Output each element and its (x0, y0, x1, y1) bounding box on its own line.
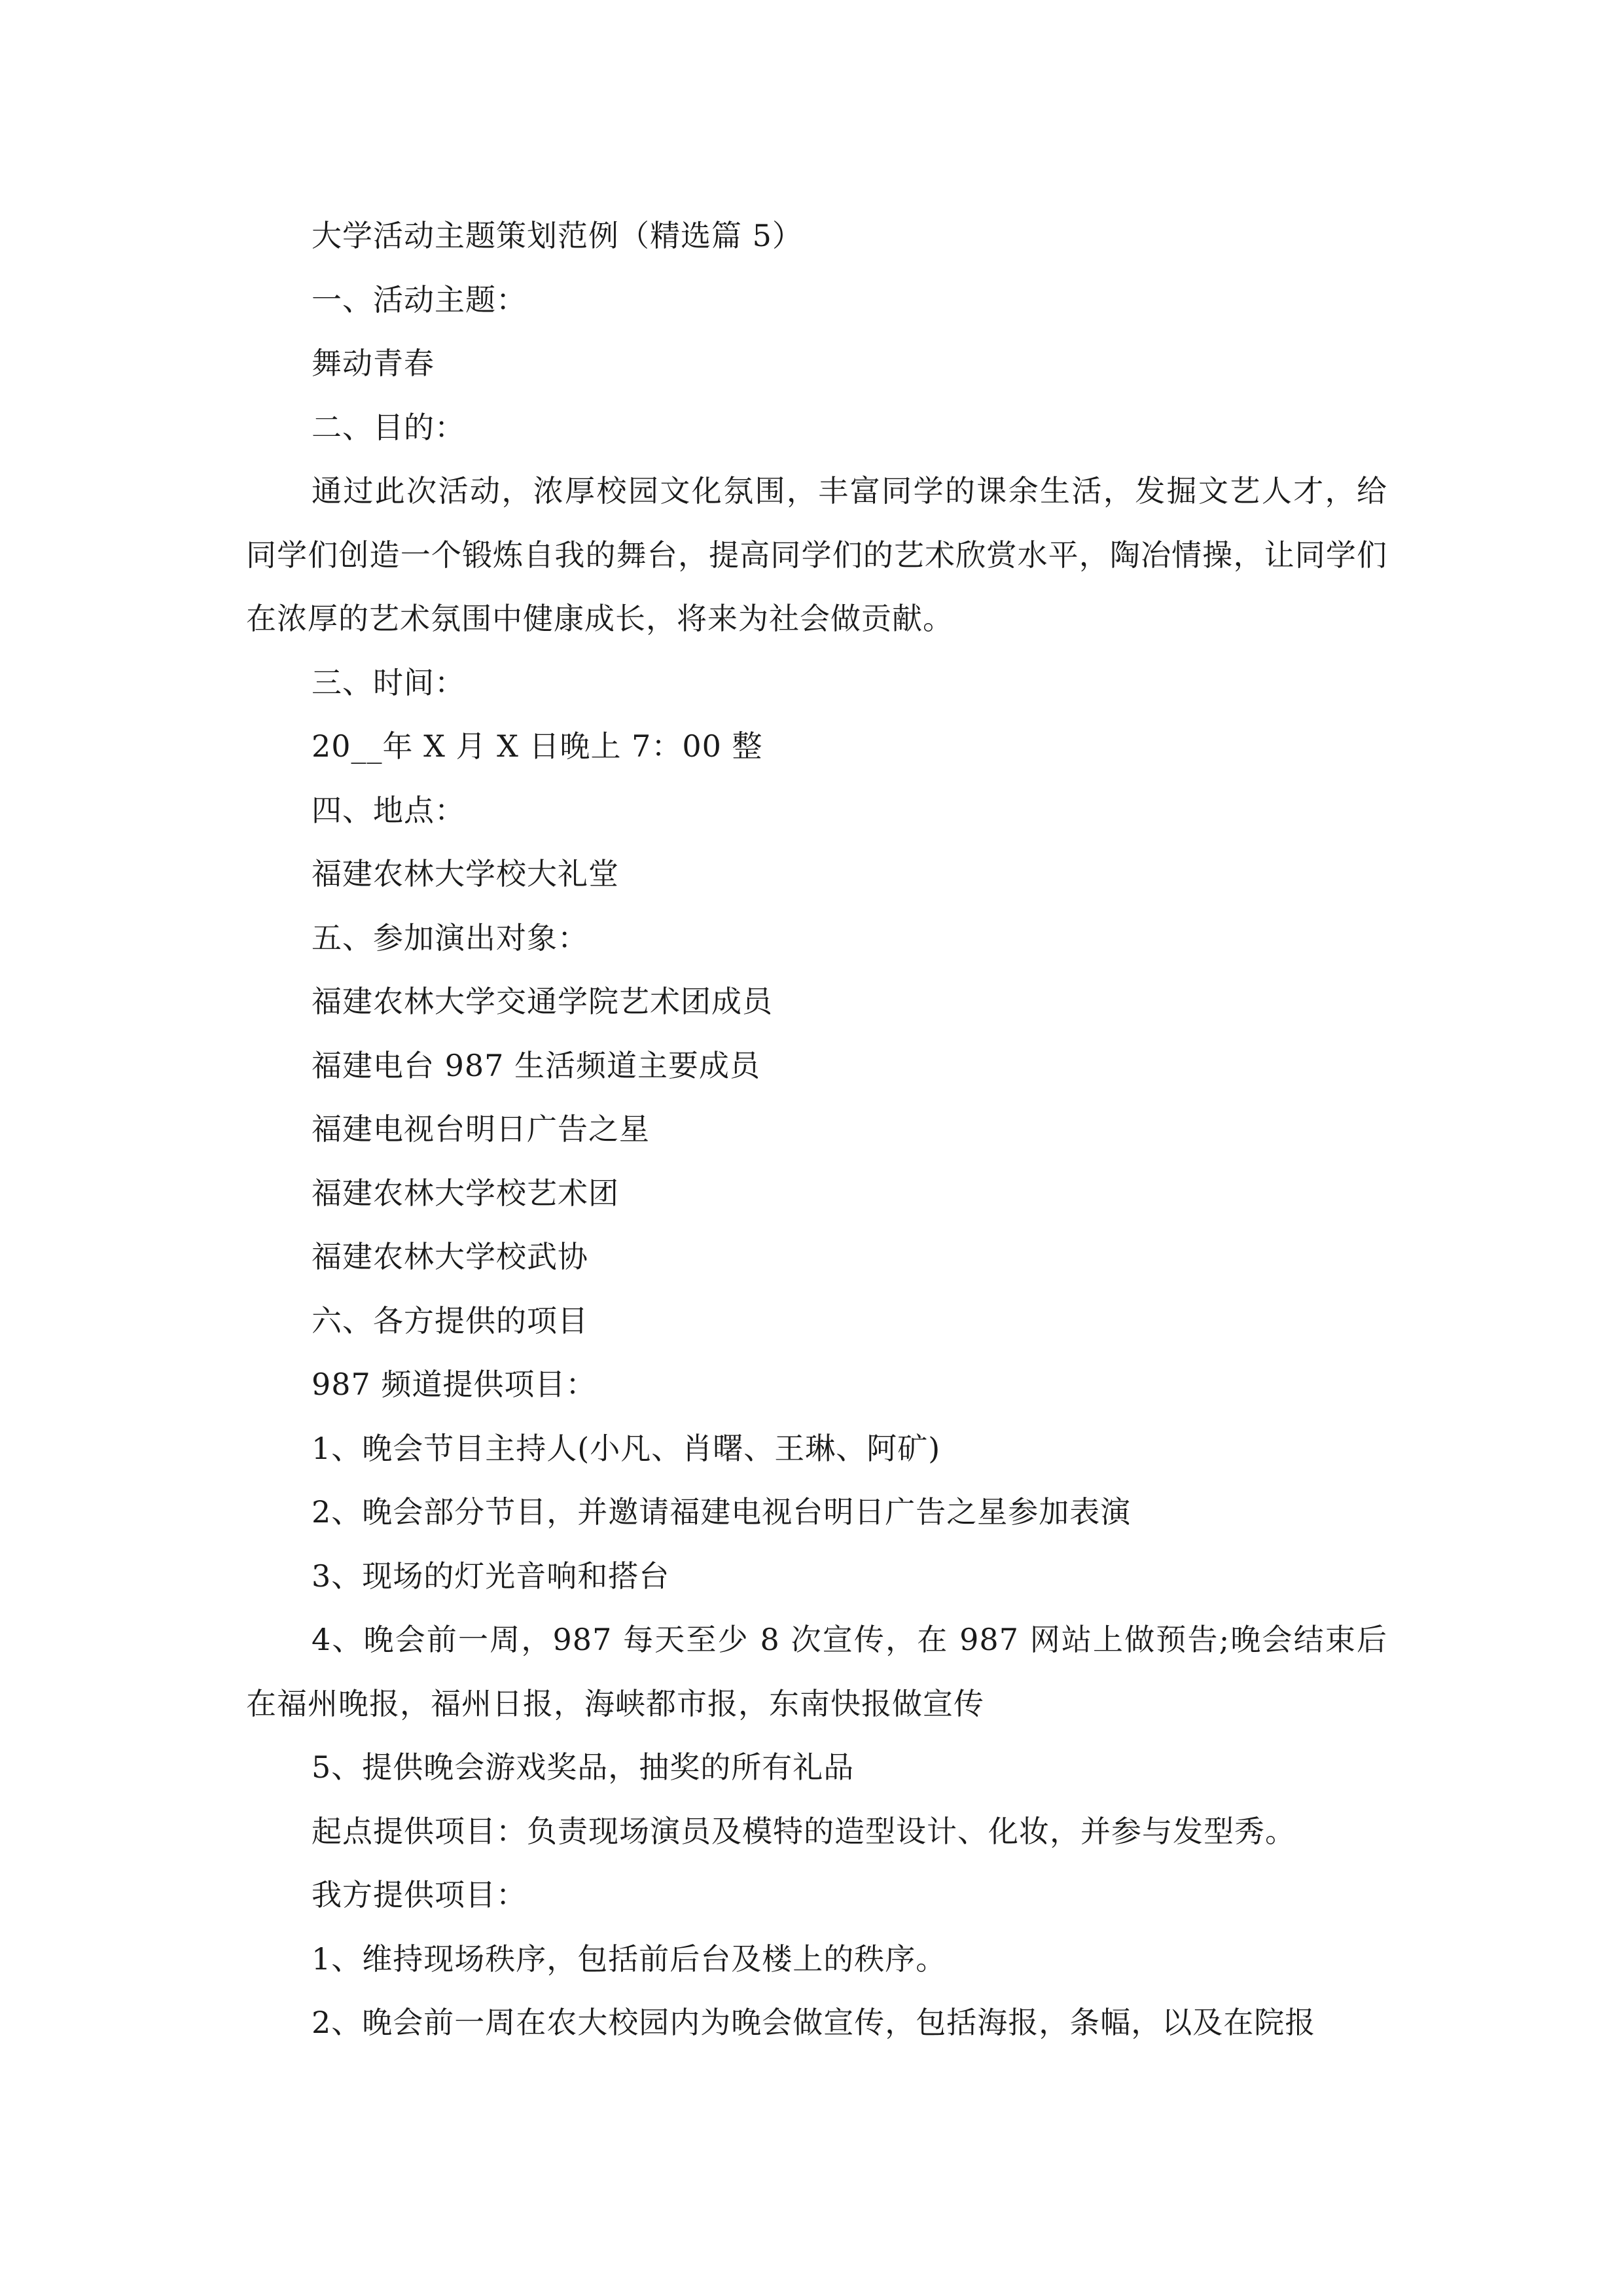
channel-987-item: 4、晚会前一周，987 每天至少 8 次宣传，在 987 网站上做预告;晚会结束后在福州晚报，福州日报，海峡都市报，东南快报做宣传 (246, 1622, 1387, 1721)
performer-item: 福建电视台明日广告之星 (312, 1111, 650, 1147)
performer-item: 福建农林大学校武协 (312, 1239, 588, 1274)
our-provision-item: 1、维持现场秩序，包括前后台及楼上的秩序。 (312, 1941, 947, 1977)
section-2-heading: 二、目的： (312, 409, 465, 445)
channel-987-heading: 987 频道提供项目： (312, 1367, 597, 1402)
section-2-paragraph: 通过此次活动，浓厚校园文化氛围，丰富同学的课余生活，发掘文艺人才，给同学们创造一个锻炼自我的舞台，提高同学们的艺术欣赏水平，陶冶情操，让同学们在浓厚的艺术氛围中健康成长，将来为社会做贡献。 (246, 473, 1387, 636)
section-1-heading: 一、活动主题： (312, 281, 527, 317)
our-provision-heading: 我方提供项目： (312, 1877, 527, 1912)
section-3-heading: 三、时间： (312, 664, 465, 700)
our-provision-item: 2、晚会前一周在农大校园内为晚会做宣传，包括海报，条幅，以及在院报 (312, 2005, 1316, 2040)
channel-987-item: 3、现场的灯光音响和搭台 (312, 1558, 670, 1594)
channel-987-item: 1、晚会节目主持人(小凡、肖曙、王琳、阿矿) (312, 1430, 941, 1466)
performer-item: 福建农林大学校艺术团 (312, 1175, 619, 1211)
section-3-text: 20__年 X 月 X 日晚上 7：00 整 (312, 728, 763, 764)
performer-item: 福建农林大学交通学院艺术团成员 (312, 984, 773, 1019)
section-1-text: 舞动青春 (312, 346, 435, 381)
section-5-heading: 五、参加演出对象： (312, 920, 588, 956)
document-title: 大学活动主题策划范例（精选篇 5） (312, 218, 803, 253)
section-4-text: 福建农林大学校大礼堂 (312, 856, 619, 891)
document-body (246, 204, 1387, 2055)
qidian-provision: 起点提供项目：负责现场演员及模特的造型设计、化妆，并参与发型秀。 (312, 1813, 1296, 1849)
channel-987-item: 5、提供晚会游戏奖品，抽奖的所有礼品 (312, 1749, 855, 1785)
section-4-heading: 四、地点： (312, 792, 465, 828)
channel-987-item: 2、晚会部分节目，并邀请福建电视台明日广告之星参加表演 (312, 1494, 1132, 1530)
performer-item: 福建电台 987 生活频道主要成员 (312, 1047, 761, 1083)
section-6-heading: 六、各方提供的项目 (312, 1302, 588, 1338)
